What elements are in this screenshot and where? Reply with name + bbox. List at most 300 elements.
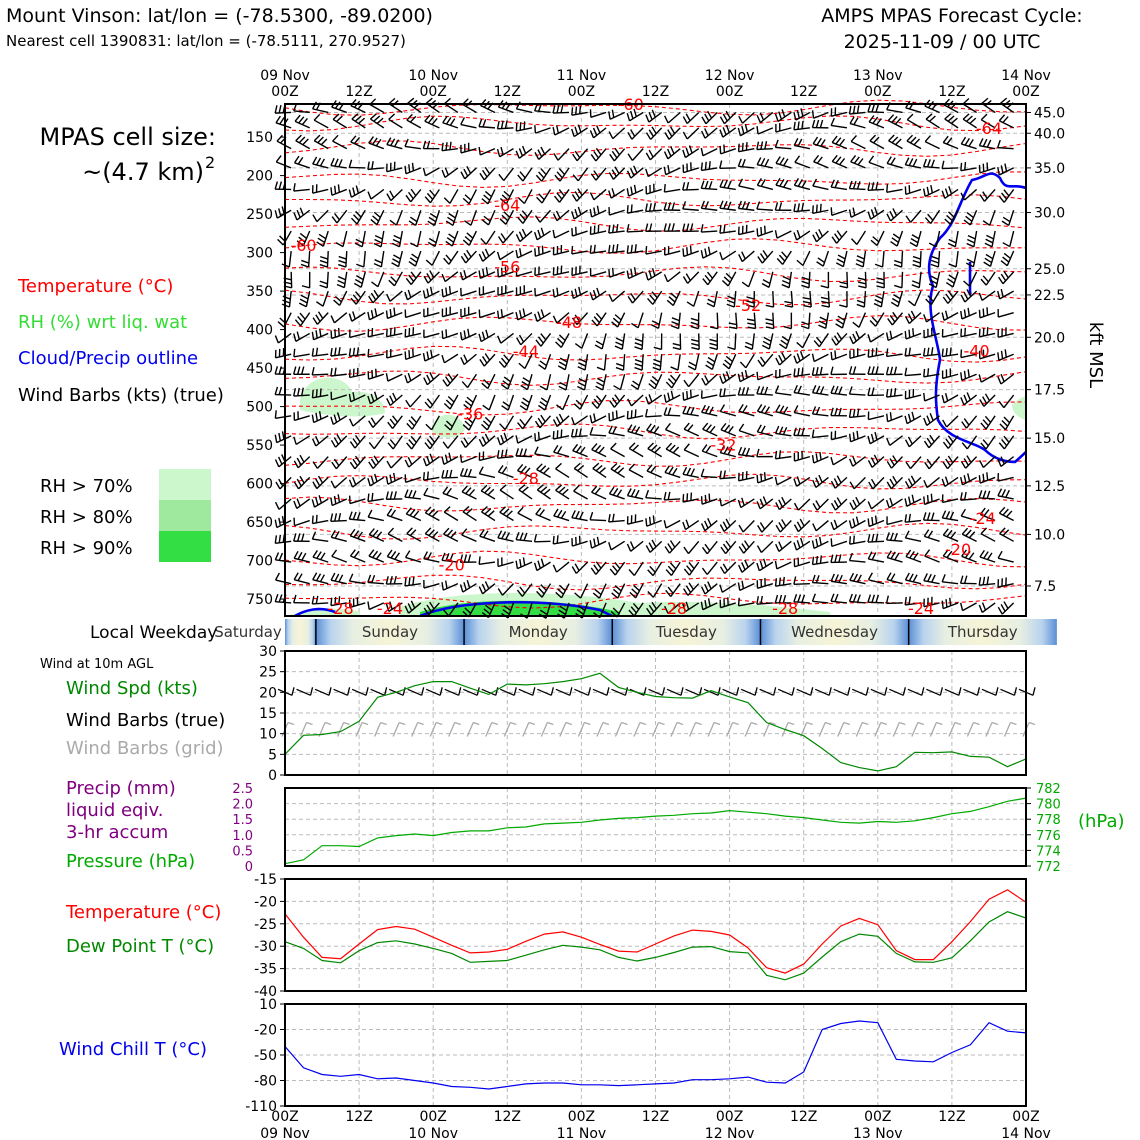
wind-barb: [462, 486, 476, 499]
wind-barb: [961, 393, 977, 405]
wind-barb: [961, 308, 977, 319]
bottom-day-label: 13 Nov: [853, 1126, 903, 1140]
wind-barb: [349, 512, 365, 521]
wind-barb: [850, 208, 866, 218]
bottom-hour-label: 00Z: [567, 1109, 596, 1125]
bottom-hour-label: 12Z: [789, 1109, 818, 1125]
wind-barb: [387, 327, 403, 337]
grid-wind-barb: [1004, 723, 1016, 737]
wind-barb: [963, 99, 977, 113]
wind-barb: [887, 412, 903, 421]
wind-barb: [424, 472, 440, 481]
wind-barb: [461, 307, 476, 317]
wind-barb: [537, 485, 550, 499]
pressure-tick-label: 750: [246, 592, 273, 609]
wind-barb: [887, 476, 902, 489]
wind-barb: [794, 203, 810, 212]
pressure-y-tick-label: 776: [1036, 828, 1061, 844]
wind-barb: [275, 105, 291, 113]
precip-y-tick-label: 1.0: [232, 828, 253, 844]
bottom-day-label: 12 Nov: [704, 1126, 755, 1140]
wind-barb: [646, 149, 661, 160]
wind-barb: [905, 412, 921, 424]
cellsize-value: ~(4.7 km): [82, 158, 204, 186]
wind-barb: [664, 223, 680, 231]
wind-barb: [757, 559, 773, 571]
wind-barb: [331, 477, 347, 488]
wind-barb: [671, 313, 680, 329]
wind-barb: [313, 436, 329, 446]
wind-barb: [442, 453, 458, 465]
surface-wind-barb: [852, 687, 868, 695]
wind-barb: [745, 333, 754, 349]
wind-barb: [332, 550, 347, 562]
y-tick-label: 0: [268, 768, 277, 784]
wind-barb: [821, 291, 829, 307]
wind-barb: [794, 519, 809, 532]
wind-barb: [405, 309, 421, 317]
wind-barb: [851, 135, 865, 148]
wind-barb: [389, 114, 403, 128]
wind-barb: [738, 447, 754, 456]
wind-barb: [610, 562, 624, 575]
wind-barb: [387, 349, 403, 358]
wind-barb: [387, 550, 402, 562]
surface-wind-barb: [426, 687, 442, 695]
wind-barb: [628, 291, 643, 303]
wind-barb: [758, 521, 773, 533]
wind-barb: [943, 456, 958, 469]
wind-barb: [683, 112, 698, 123]
surface-wind-barb: [686, 687, 702, 695]
wind-barb: [387, 457, 402, 468]
wind-barb: [590, 427, 606, 436]
precip-y-tick-label: 1.5: [232, 813, 253, 829]
surface-wind-barb: [649, 687, 665, 695]
wind-barb: [840, 272, 848, 288]
wind-barb: [597, 354, 606, 370]
wind-barb: [817, 251, 829, 266]
wind-barb: [294, 183, 310, 191]
wind-barb: [739, 404, 754, 415]
wind-barb: [349, 311, 365, 321]
surface-wind-barb: [371, 687, 387, 695]
wind-barb: [1000, 416, 1014, 430]
wind-barb: [516, 121, 532, 131]
wind-barb: [405, 457, 421, 467]
wind-barb: [853, 313, 866, 328]
wind-barb: [683, 272, 698, 283]
wind-barb: [387, 138, 402, 149]
legend-rh: RH (%) wrt liq. wat: [18, 312, 188, 333]
wind-barb: [998, 309, 1014, 317]
surface-wind-barb: [723, 687, 739, 695]
wind-barb: [646, 515, 662, 526]
wind-barb: [966, 251, 976, 267]
wind-barb: [517, 285, 532, 295]
wind-barb: [794, 121, 810, 130]
wind-barb: [516, 248, 532, 258]
wind-barb: [423, 168, 439, 176]
wind-barb: [295, 156, 310, 168]
kft-axis-title: kft MSL: [1085, 321, 1106, 389]
wind-barb: [553, 230, 569, 238]
wind-barb: [405, 349, 421, 360]
wind-barb: [516, 229, 532, 241]
wind-barb: [924, 512, 940, 520]
wind-barb: [387, 509, 402, 521]
isotherm-label: -20: [438, 555, 465, 575]
wind-barb: [443, 487, 458, 499]
wind-barb: [294, 518, 310, 526]
pressure-tick-label: 650: [246, 515, 273, 532]
wind-barb: [498, 557, 514, 566]
wind-barb: [980, 550, 995, 562]
wind-barb: [635, 333, 644, 349]
wind-barb: [479, 330, 495, 342]
wind-barb: [814, 333, 828, 346]
wind-barb: [720, 405, 735, 416]
wind-barb: [739, 424, 754, 436]
bottom-hour-label: 00Z: [1012, 1109, 1040, 1125]
wind-barb: [832, 155, 847, 168]
wind-barb: [924, 159, 940, 168]
wind-barb: [924, 530, 939, 542]
wind-barb: [666, 562, 680, 575]
wind-barb: [831, 350, 847, 359]
wind-barb: [423, 350, 439, 361]
wind-barb: [276, 116, 291, 128]
wind-barb: [684, 541, 699, 553]
pressure-tick-label: 250: [246, 207, 273, 224]
isotherm-label: -28: [327, 599, 354, 618]
wind-barb: [979, 291, 995, 300]
wind-barb: [943, 291, 958, 304]
wind-barb: [349, 160, 365, 168]
wind-barb: [313, 210, 328, 221]
wind-barb: [386, 576, 402, 584]
wind-barb: [979, 490, 995, 499]
wind-barb: [553, 266, 569, 276]
dewpoint-label: Dew Point T (°C): [66, 936, 215, 957]
wind-barb: [312, 367, 328, 375]
wind-barb: [691, 333, 699, 349]
pressure-y-tick-label: 772: [1036, 860, 1061, 875]
wind-barb: [868, 499, 884, 509]
wind-barb: [276, 573, 292, 584]
grid-wind-barb: [819, 723, 831, 737]
isotherm-label: -60: [290, 235, 317, 255]
wind-barb: [374, 251, 384, 267]
grid-wind-barb: [838, 723, 850, 737]
wind-barb: [646, 394, 662, 404]
weekday-name: Thursday: [947, 623, 1018, 641]
wind-barb: [386, 473, 402, 484]
wind-barb: [295, 313, 309, 326]
wind-barb: [702, 518, 718, 530]
wind-barb: [498, 465, 513, 477]
wind-barb: [943, 136, 958, 148]
wind-barb: [942, 511, 958, 521]
wind-barb: [313, 573, 329, 584]
precip-y-tick-label: 0.5: [232, 844, 253, 860]
wind-barb: [850, 431, 866, 442]
wind-barb: [535, 534, 551, 542]
wind-barb: [610, 148, 625, 161]
wind-barb: [555, 189, 570, 202]
grid-wind-barb: [356, 723, 368, 737]
wind-barb: [980, 394, 995, 407]
wind-barb: [499, 168, 514, 181]
wind-barb: [738, 387, 754, 395]
wind-barb: [701, 181, 717, 190]
wind-barb: [776, 178, 791, 189]
wind-barb: [998, 164, 1014, 175]
wind-barb: [296, 135, 310, 149]
wind-barb: [739, 251, 755, 261]
wind-barb: [609, 207, 625, 215]
wind-barb: [664, 391, 680, 402]
wind-barb: [943, 368, 958, 378]
wind-barb: [961, 328, 977, 337]
wind-barb: [499, 231, 514, 243]
grid-wind-barb: [375, 723, 387, 737]
weekday-label: Local Weekday: [90, 623, 218, 643]
wind-barb: [905, 531, 921, 541]
kft-tick-label: 30.0: [1034, 205, 1066, 222]
legend-cloud: Cloud/Precip outline: [18, 348, 199, 369]
wind-barb: [894, 272, 902, 288]
wind-barb: [758, 404, 773, 415]
wind-barb: [424, 330, 439, 338]
wind-barb: [998, 140, 1014, 149]
wind-barb: [627, 185, 643, 196]
wind-barb: [850, 409, 866, 418]
grid-wind-barb: [560, 723, 572, 737]
surface-wind-barb: [667, 687, 683, 695]
wind-barb: [387, 162, 403, 172]
wind-barb: [590, 206, 606, 217]
kft-tick-label: 7.5: [1034, 578, 1057, 595]
wind-barb: [727, 333, 735, 349]
top-day-label: 14 Nov: [1001, 68, 1051, 84]
wind-barb: [894, 251, 902, 267]
wind-barb: [664, 165, 680, 175]
pressure-axis: [246, 130, 285, 608]
wind-barb: [556, 485, 569, 499]
wind-barb: [294, 499, 310, 509]
wind-barb: [813, 229, 829, 241]
wind-barb: [832, 136, 847, 149]
wind-barb: [535, 125, 551, 133]
wind-barb: [981, 416, 995, 429]
wind-barb: [556, 463, 569, 477]
wind-barb: [538, 395, 550, 410]
wind-barb: [647, 465, 662, 478]
wind-barb: [479, 434, 495, 446]
wind-barb: [776, 577, 792, 586]
wind-barb: [539, 354, 551, 369]
wind-barb: [999, 507, 1013, 520]
wind-barb: [649, 374, 662, 389]
wind-barb: [813, 555, 829, 564]
wind-barb: [407, 416, 421, 429]
wind-barb: [424, 488, 440, 499]
wind-barb: [906, 457, 921, 469]
wind-barb: [370, 114, 383, 128]
wind-barb: [683, 390, 699, 401]
wind-barb: [706, 354, 718, 369]
wind-barb: [368, 189, 384, 199]
wind-barb: [387, 189, 402, 200]
wind-barb: [572, 106, 588, 115]
wind-barb: [554, 509, 569, 520]
wind-barb: [998, 327, 1014, 337]
wind-barb: [683, 467, 699, 477]
wind-barb: [646, 203, 662, 211]
grid-wind-barb: [930, 723, 942, 737]
wind-barb: [334, 291, 347, 305]
wind-barb: [757, 158, 773, 168]
wind-barb: [868, 207, 884, 219]
wind-barb: [444, 189, 458, 203]
wind-barb: [405, 139, 421, 149]
kft-tick-label: 17.5: [1034, 382, 1066, 399]
wind-barb: [628, 489, 644, 499]
wind-barb: [320, 272, 329, 288]
wind-barb: [444, 251, 458, 264]
wind-barb: [574, 485, 588, 499]
pressure-tick-label: 400: [246, 322, 273, 339]
wind-barb: [849, 366, 865, 374]
wind-barb: [648, 443, 662, 457]
bottom-day-label: 10 Nov: [408, 1126, 458, 1140]
wind-barb: [775, 202, 791, 210]
wind-barb: [406, 272, 421, 285]
surface-wind-barb: [741, 687, 757, 695]
top-day-label: 11 Nov: [556, 68, 607, 84]
wind-barb: [616, 354, 625, 370]
wind-barb: [961, 369, 977, 380]
wind-barb: [720, 225, 736, 233]
wind-barb: [818, 313, 828, 329]
wind-barb: [924, 494, 940, 505]
wind-barb: [331, 494, 347, 505]
isotherm-label: -28: [772, 599, 799, 618]
wind-barb: [556, 395, 569, 410]
wind-barb: [423, 141, 439, 149]
wind-barb: [648, 562, 662, 576]
wind-barb: [463, 506, 476, 520]
wind-barb: [331, 530, 346, 541]
pressure-label: Pressure (hPa): [66, 851, 196, 872]
wind-barb: [351, 291, 365, 304]
wind-barb: [461, 436, 476, 448]
bottom-day-label: 11 Nov: [556, 1126, 607, 1140]
wind-barb: [721, 423, 736, 435]
wind-barb: [908, 291, 921, 306]
wind-barb: [851, 231, 865, 244]
wind-barb: [794, 178, 809, 189]
wind-barb: [963, 114, 976, 128]
wind-barb: [516, 532, 532, 541]
wind-barb: [461, 143, 476, 153]
wind-barb: [979, 374, 995, 382]
wind-barb: [482, 416, 495, 430]
surface-wind-barb: [315, 687, 331, 695]
wind-barb: [553, 535, 569, 544]
wind-barb: [479, 467, 495, 478]
wind-barb: [831, 207, 847, 215]
top-day-label: 09 Nov: [260, 68, 310, 84]
wind-barb: [425, 189, 439, 202]
pressure-tick-label: 500: [246, 399, 273, 416]
wind-barb: [924, 573, 940, 583]
wind-barb: [629, 464, 643, 477]
wind-barb: [979, 327, 995, 337]
grid-wind-barb: [597, 723, 609, 737]
wind-barb: [757, 472, 773, 483]
wind-barb: [574, 395, 587, 409]
wind-barb: [535, 309, 551, 321]
wind-barb: [480, 167, 495, 180]
isotherm-label: -20: [945, 540, 972, 560]
wind-barb: [294, 573, 309, 584]
wind-barb: [627, 541, 643, 551]
surface-wind-barb: [778, 687, 794, 695]
wind-barb: [408, 98, 421, 112]
wind-barb: [386, 491, 402, 499]
wind-barb: [720, 470, 736, 478]
wind-barb: [813, 521, 829, 531]
wind-barb: [572, 227, 588, 236]
wind-barb: [794, 230, 810, 240]
wind-barb: [331, 158, 347, 168]
wind-barb: [738, 124, 754, 136]
windchill-label: Wind Chill T (°C): [59, 1039, 207, 1060]
wind-barb: [349, 347, 365, 356]
wind-barb: [651, 313, 661, 329]
wind-barb: [368, 575, 384, 584]
pressure-y-tick-label: 778: [1036, 813, 1061, 829]
wind-barb: [516, 146, 532, 158]
wind-barb: [887, 436, 903, 446]
wind-barb: [424, 372, 440, 384]
wind-barb: [483, 395, 495, 410]
surface-wind-barb: [760, 687, 776, 695]
wind-barb: [646, 168, 662, 177]
wind-barb: [887, 456, 902, 469]
wind-barb: [312, 348, 328, 356]
bottom-hour-label: 12Z: [641, 1109, 670, 1125]
wind-barb: [294, 455, 309, 468]
wind-barb: [757, 449, 773, 457]
wind-barb: [629, 562, 643, 575]
wind-barb: [481, 485, 495, 499]
wind-barb: [553, 429, 569, 439]
wind-barb: [572, 416, 588, 425]
wind-barb: [590, 413, 606, 423]
wind-barb: [664, 184, 680, 192]
wind-barb: [831, 118, 847, 128]
wind-barb: [887, 157, 902, 168]
isotherm-label: -32: [710, 435, 737, 455]
wind-barb: [554, 149, 569, 161]
isotherm-label: -24: [376, 599, 404, 618]
bottom-day-label: 14 Nov: [1001, 1126, 1051, 1140]
wind-barb: [801, 313, 810, 329]
wind-speed-label: Wind Spd (kts): [66, 678, 198, 699]
